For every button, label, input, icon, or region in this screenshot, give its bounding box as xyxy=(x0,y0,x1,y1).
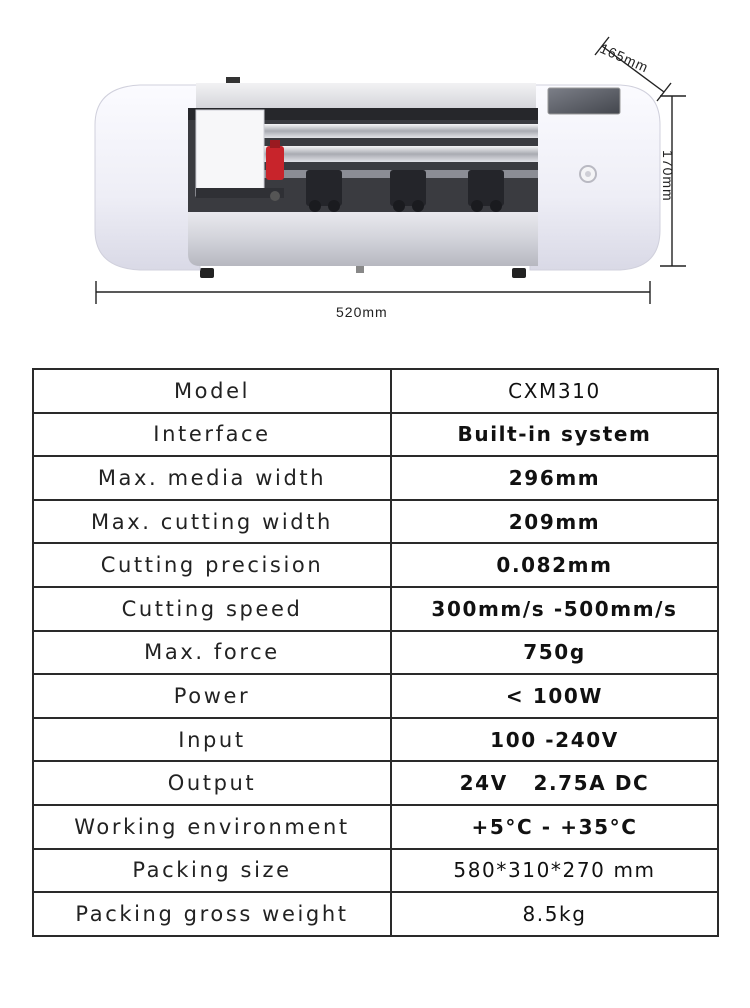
spec-value: 0.082mm xyxy=(391,543,718,587)
spec-value: 300mm/s -500mm/s xyxy=(391,587,718,631)
height-dimension-label: 170mm xyxy=(660,150,676,202)
carriage-housing xyxy=(196,110,264,196)
foot-center xyxy=(356,266,364,273)
depth-dimension-label: 165mm xyxy=(597,40,652,76)
spec-row-max-force xyxy=(33,631,718,675)
spec-row-output xyxy=(33,761,718,805)
spec-label: Output xyxy=(33,761,391,805)
spec-value: 24V 2.75A DC xyxy=(391,761,718,805)
spec-row-media-width xyxy=(33,456,718,500)
spec-label: Model xyxy=(33,369,391,413)
pinch-roller-3 xyxy=(468,170,504,212)
spec-value: 8.5kg xyxy=(391,892,718,936)
cutter-head xyxy=(266,146,284,180)
rear-tab xyxy=(226,77,240,83)
width-dimension-line xyxy=(96,281,650,304)
spec-row-model xyxy=(33,369,718,413)
spec-value: 580*310*270 mm xyxy=(391,849,718,893)
guide-rail-lower xyxy=(262,146,538,162)
spec-value: 100 -240V xyxy=(391,718,718,762)
spec-label: Max. cutting width xyxy=(33,500,391,544)
spec-value: 209mm xyxy=(391,500,718,544)
spec-label: Cutting speed xyxy=(33,587,391,631)
control-screen xyxy=(548,88,620,114)
spec-label: Max. media width xyxy=(33,456,391,500)
foot-left xyxy=(200,268,214,278)
pinch-roller-1 xyxy=(306,170,342,212)
spec-label: Working environment xyxy=(33,805,391,849)
spec-row-input xyxy=(33,718,718,762)
foot-right xyxy=(512,268,526,278)
spec-label: Interface xyxy=(33,413,391,457)
spec-value: 750g xyxy=(391,631,718,675)
spec-row-power xyxy=(33,674,718,718)
spec-label: Cutting precision xyxy=(33,543,391,587)
spec-row-packing-size xyxy=(33,849,718,893)
spec-label: Packing gross weight xyxy=(33,892,391,936)
spec-value: < 100W xyxy=(391,674,718,718)
spec-row-cutting-speed xyxy=(33,587,718,631)
spec-label: Power xyxy=(33,674,391,718)
spec-value: CXM310 xyxy=(391,369,718,413)
spec-label: Input xyxy=(33,718,391,762)
spec-label: Max. force xyxy=(33,631,391,675)
spec-row-cutting-width xyxy=(33,500,718,544)
product-figure xyxy=(0,0,750,340)
spec-row-gross-weight xyxy=(33,892,718,936)
width-dimension-label: 520mm xyxy=(336,304,388,320)
left-end-cap xyxy=(95,85,200,270)
spec-value: Built-in system xyxy=(391,413,718,457)
spec-value: +5°C - +35°C xyxy=(391,805,718,849)
cutting-plotter-illustration xyxy=(0,0,750,340)
specification-table xyxy=(32,368,719,937)
pinch-roller-2 xyxy=(390,170,426,212)
spec-row-cutting-precision xyxy=(33,543,718,587)
spec-row-working-environment xyxy=(33,805,718,849)
spec-label: Packing size xyxy=(33,849,391,893)
guide-rail-upper xyxy=(262,124,538,138)
spec-value: 296mm xyxy=(391,456,718,500)
spec-row-interface xyxy=(33,413,718,457)
front-panel xyxy=(188,212,538,266)
